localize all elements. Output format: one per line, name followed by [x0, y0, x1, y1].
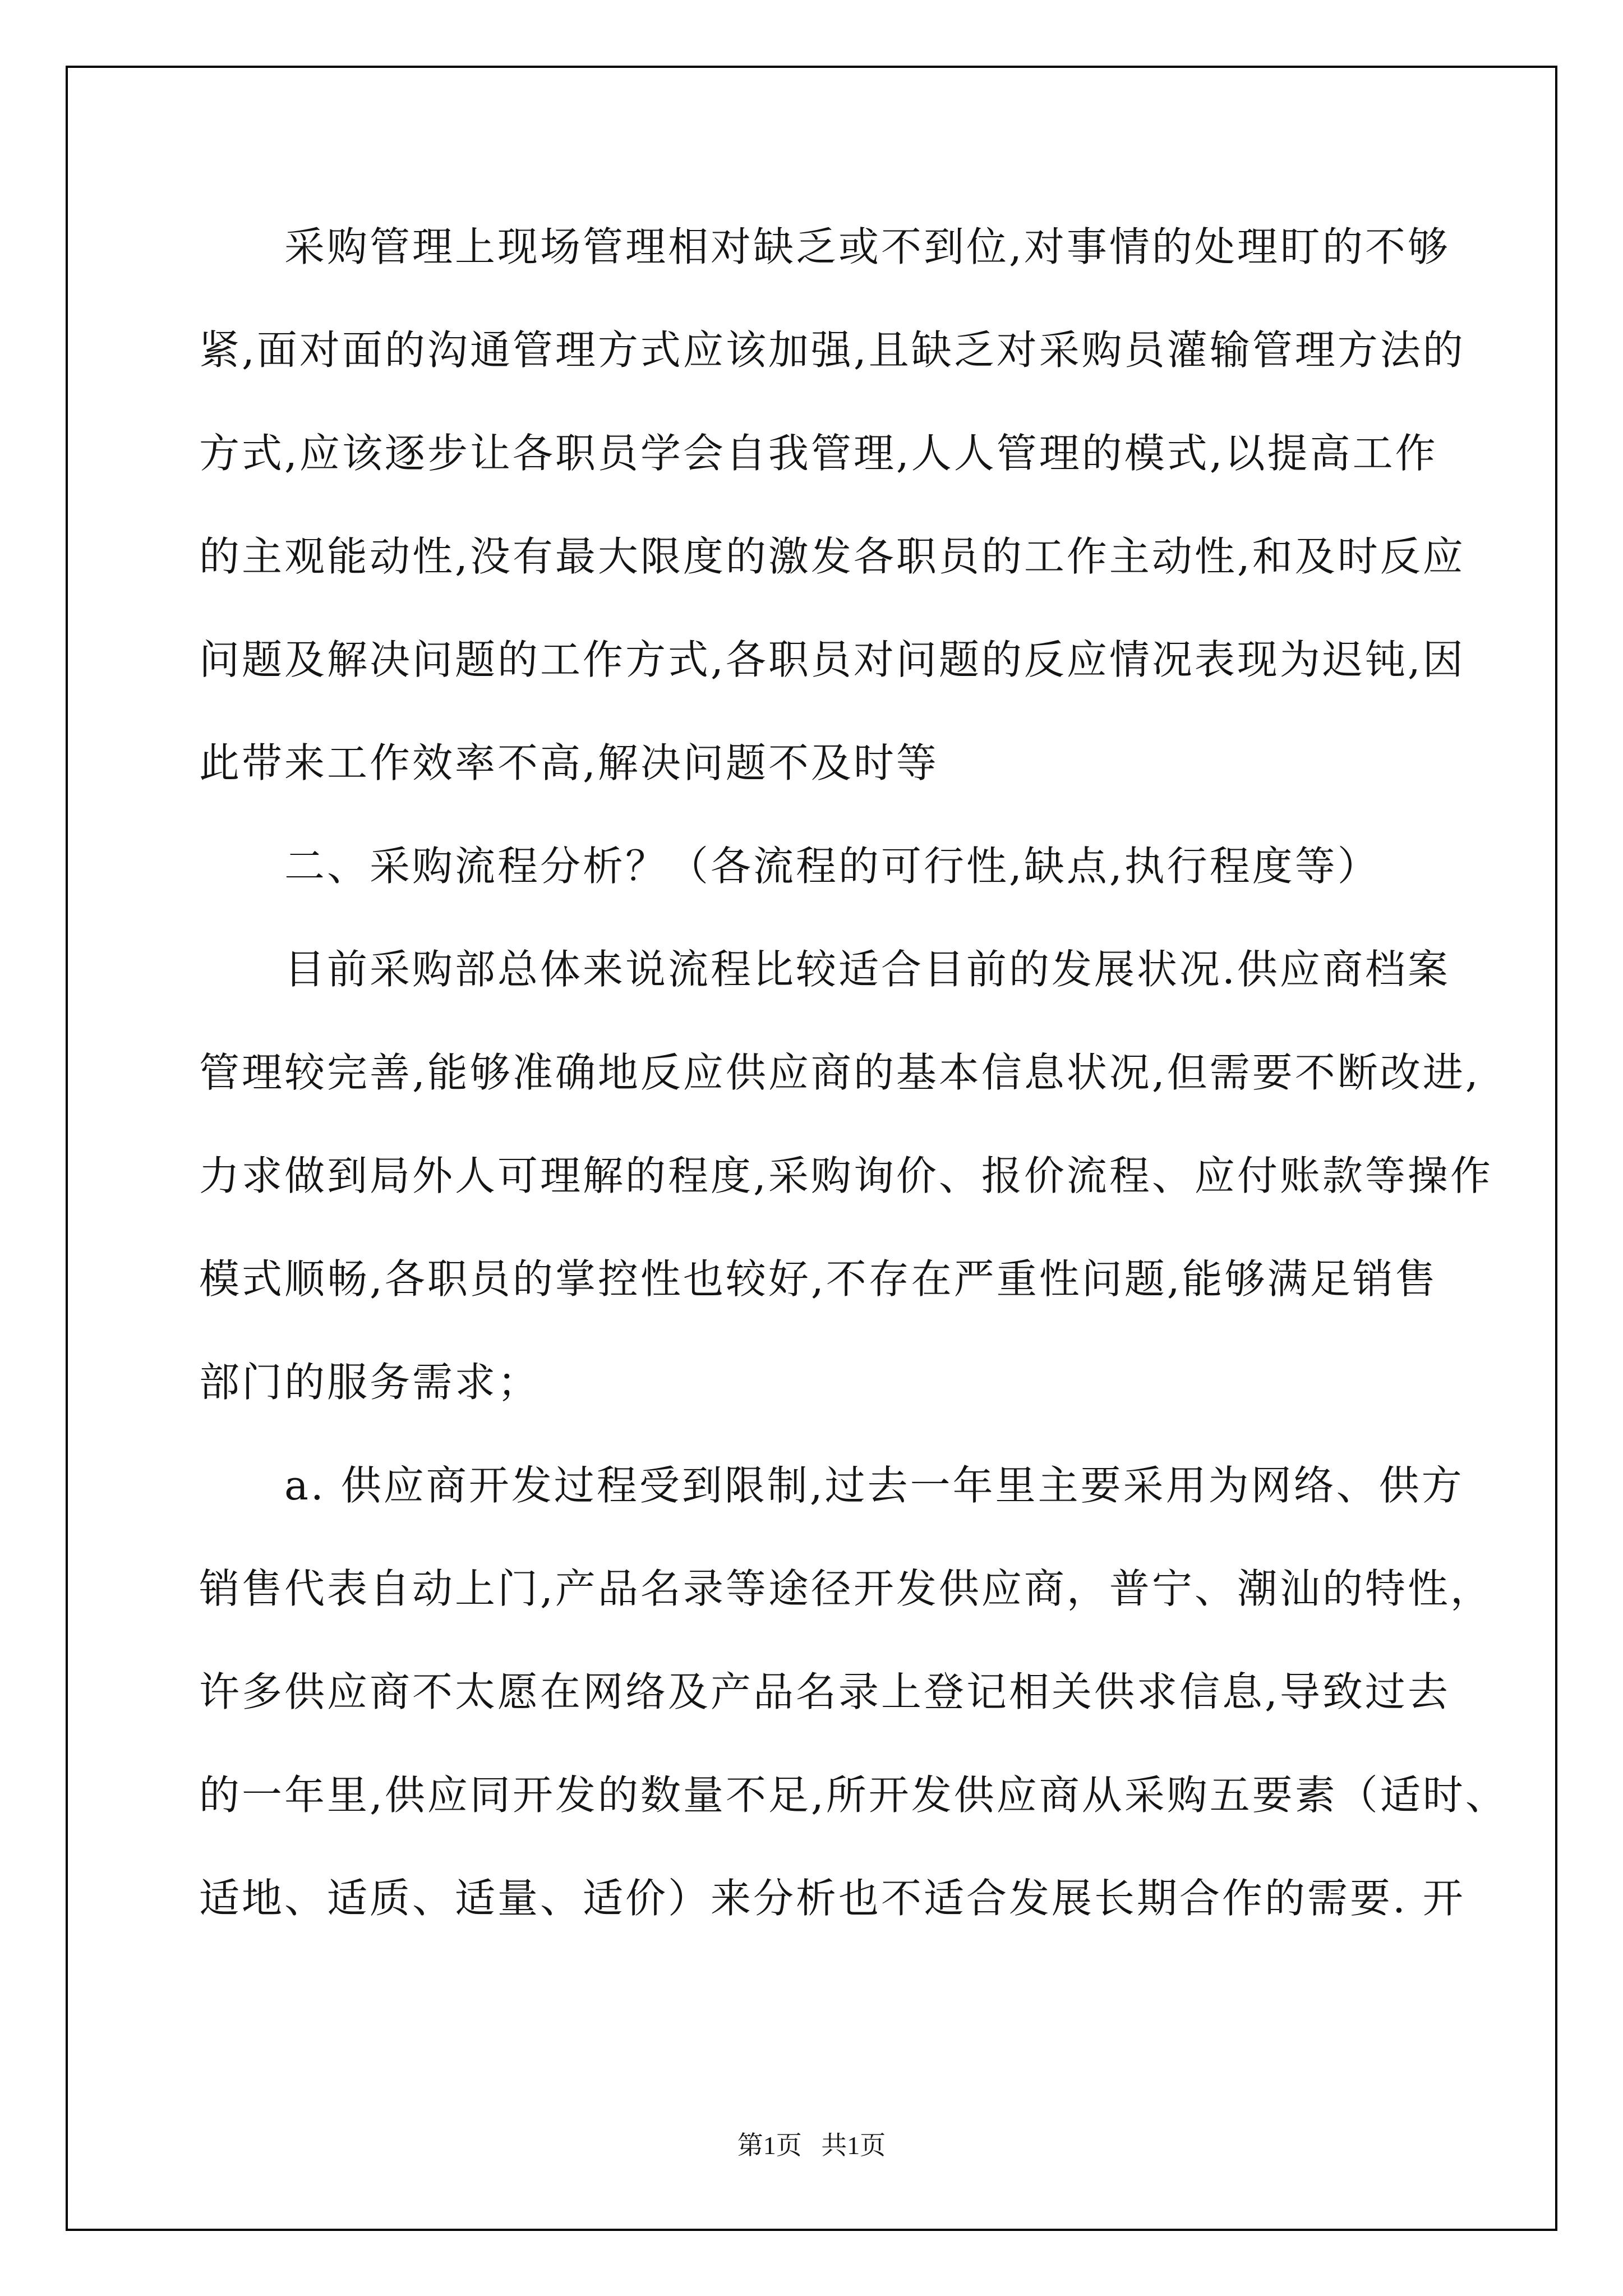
text-line: 的主观能动性,没有最大限度的激发各职员的工作主动性,和及时反应: [199, 533, 1465, 580]
text-line: 力求做到局外人可理解的程度,采购询价、报价流程、应付账款等操作: [199, 1152, 1493, 1199]
text-line: 方式,应该逐步让各职员学会自我管理,人人管理的模式,以提高工作: [199, 430, 1438, 477]
text-line: 管理较完善,能够准确地反应供应商的基本信息状况,但需要不断改进,: [199, 1049, 1481, 1096]
text-line: 采购管理上现场管理相对缺乏或不到位,对事情的处理盯的不够: [199, 223, 1450, 270]
text-line: 部门的服务需求；: [199, 1359, 541, 1406]
text-line: 问题及解决问题的工作方式,各职员对问题的反应情况表现为迟钝,因: [199, 636, 1465, 683]
text-line: 模式顺畅,各职员的掌控性也较好,不存在严重性问题,能够满足销售: [199, 1255, 1438, 1303]
text-line: a. 供应商开发过程受到限制,过去一年里主要采用为网络、供方: [199, 1462, 1464, 1509]
text-line: 目前采购部总体来说流程比较适合目前的发展状况.供应商档案: [199, 946, 1450, 993]
text-line: 紧,面对面的沟通管理方式应该加强,且缺乏对采购员灌输管理方法的: [199, 326, 1465, 374]
section-heading: 二、采购流程分析？（各流程的可行性,缺点,执行程度等）: [199, 843, 1380, 890]
text-line: 的一年里,供应同开发的数量不足,所开发供应商从采购五要素（适时、: [199, 1772, 1508, 1819]
text-line: 销售代表自动上门,产品名录等途径开发供应商，普宁、潮汕的特性，: [199, 1565, 1493, 1612]
page-footer: 第1页 共1页: [737, 2131, 886, 2160]
text-line: 适地、适质、适量、适价）来分析也不适合发展长期合作的需要. 开: [199, 1875, 1465, 1922]
text-line: 许多供应商不太愿在网络及产品名录上登记相关供求信息,导致过去: [199, 1668, 1450, 1715]
text-line: 此带来工作效率不高,解决问题不及时等: [199, 739, 939, 786]
